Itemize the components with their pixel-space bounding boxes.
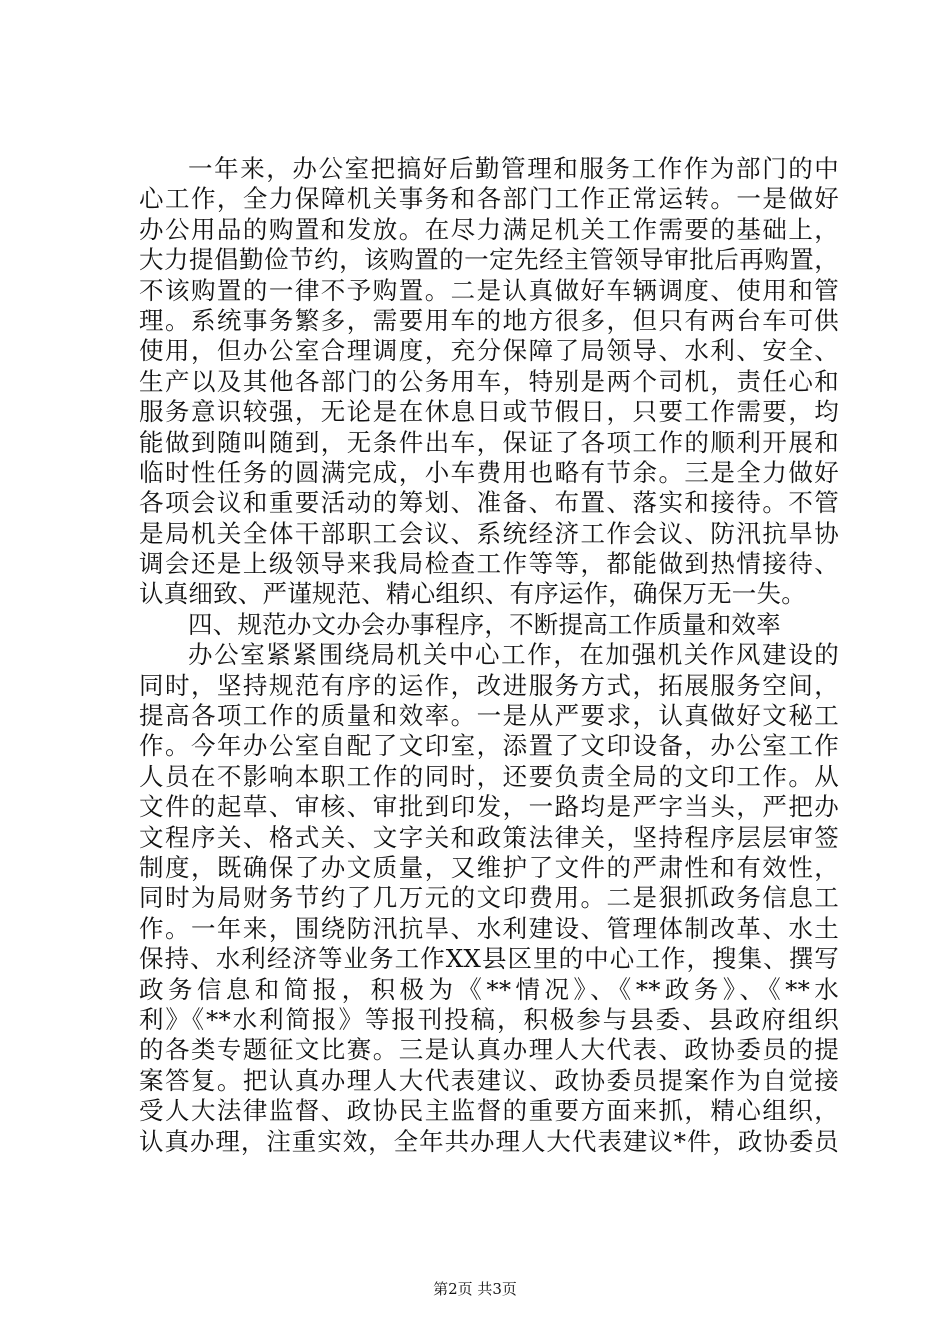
text-line: 办公室紧紧围绕局机关中心工作，在加强机关作风建设的 <box>188 640 839 670</box>
section-heading: 四、规范办文办会办事程序，不断提高工作质量和效率 <box>188 609 781 639</box>
text-line: 制度，既确保了办文质量，又维护了文件的严肃性和有效性， <box>139 852 839 882</box>
text-line: 大力提倡勤俭节约，该购置的一定先经主管领导审批后再购置， <box>139 245 839 275</box>
text-line: 人员在不影响本职工作的同时，还要负责全局的文印工作。从 <box>139 761 839 791</box>
text-line: 同时为局财务节约了几万元的文印费用。二是狠抓政务信息工 <box>139 883 839 913</box>
text-line: 临时性任务的圆满完成，小车费用也略有节余。三是全力做好 <box>139 457 839 487</box>
text-line: 作。一年来，围绕防汛抗旱、水利建设、管理体制改革、水土 <box>139 913 839 943</box>
text-line: 案答复。把认真办理人大代表建议、政协委员提案作为自觉接 <box>139 1065 839 1095</box>
text-line: 提高各项工作的质量和效率。一是从严要求，认真做好文秘工 <box>139 701 839 731</box>
text-line: 不该购置的一律不予购置。二是认真做好车辆调度、使用和管 <box>139 275 839 305</box>
text-line: 办公用品的购置和发放。在尽力满足机关工作需要的基础上， <box>139 214 839 244</box>
text-line: 的各类专题征文比赛。三是认真办理人大代表、政协委员的提 <box>139 1035 839 1065</box>
page-footer <box>0 1279 950 1299</box>
text-line: 政务信息和简报，积极为《**情况》、《**政务》、《**水 <box>139 974 839 1004</box>
text-line: 心工作，全力保障机关事务和各部门工作正常运转。一是做好 <box>139 184 839 214</box>
text-line: 利》《**水利简报》等报刊投稿，积极参与县委、县政府组织 <box>139 1004 839 1034</box>
body-text <box>139 154 839 1157</box>
text-line: 同时，坚持规范有序的运作，改进服务方式，拓展服务空间， <box>139 670 839 700</box>
text-line: 理。系统事务繁多，需要用车的地方很多，但只有两台车可供 <box>139 305 839 335</box>
page-number: 第2页 共3页 <box>433 1280 517 1298</box>
text-line: 文件的起草、审核、审批到印发，一路均是严字当头，严把办 <box>139 792 839 822</box>
text-line: 文程序关、格式关、文字关和政策法律关，坚持程序层层审签 <box>139 822 839 852</box>
text-line: 保持、水利经济等业务工作XX县区里的中心工作，搜集、撰写 <box>139 944 839 974</box>
text-line: 认真办理，注重实效，全年共办理人大代表建议*件，政协委员 <box>139 1126 839 1156</box>
text-line: 调会还是上级领导来我局检查工作等等，都能做到热情接待、 <box>139 549 839 579</box>
text-line: 服务意识较强，无论是在休息日或节假日，只要工作需要，均 <box>139 397 839 427</box>
text-line: 是局机关全体干部职工会议、系统经济工作会议、防汛抗旱协 <box>139 518 839 548</box>
text-line: 受人大法律监督、政协民主监督的重要方面来抓，精心组织， <box>139 1096 839 1126</box>
text-line: 能做到随叫随到，无条件出车，保证了各项工作的顺利开展和 <box>139 427 839 457</box>
text-line: 各项会议和重要活动的筹划、准备、布置、落实和接待。不管 <box>139 488 839 518</box>
text-line: 一年来，办公室把搞好后勤管理和服务工作作为部门的中 <box>188 154 839 183</box>
text-line: 生产以及其他各部门的公务用车，特别是两个司机，责任心和 <box>139 366 839 396</box>
text-line: 认真细致、严谨规范、精心组织、有序运作，确保万无一失。 <box>139 579 806 609</box>
text-line: 作。今年办公室自配了文印室，添置了文印设备，办公室工作 <box>139 731 839 761</box>
text-line: 使用，但办公室合理调度，充分保障了局领导、水利、安全、 <box>139 336 839 366</box>
